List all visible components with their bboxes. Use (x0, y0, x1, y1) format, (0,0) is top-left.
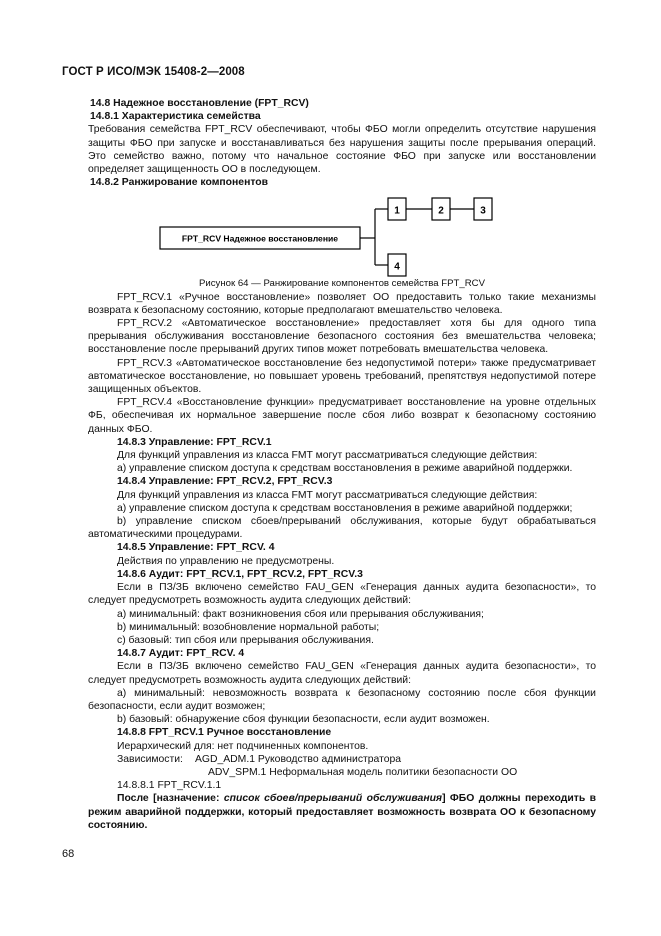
dependency-1: AGD_ADM.1 Руководство администратора (194, 753, 402, 765)
requirement-text-part-1: После [назначение: (117, 793, 224, 805)
audit1-intro: Если в ПЗ/ЗБ включено семейство FAU_GEN «Генерация данных аудита безопасности», то следует предусмотреть возможность аудита следующих действий: (88, 582, 596, 607)
dependency-2: ADV_SPM.1 Неформальная модель политики безопасности ОО (208, 766, 518, 778)
component-label-4: 4 (394, 261, 400, 273)
main-family-label: FPT_RCV Надежное восстановление (181, 233, 339, 244)
dependencies-line-2 (88, 766, 596, 779)
dependencies-line-1 (88, 753, 596, 766)
audit1-item-c: c) базовый: тип сбоя или прерывания обслуживания. (117, 634, 374, 646)
section-14-8-6-title: 14.8.6 Аудит: FPT_RCV.1, FPT_RCV.2, FPT_RCV.3 (117, 568, 363, 580)
mgmt1-item-a: a) управление списком доступа к средствам восстановления в режиме аварийной поддержки. (117, 463, 573, 475)
document-header: ГОСТ Р ИСО/МЭК 15408-2—2008 (62, 66, 245, 78)
audit2-item-b: b) базовый: обнаружение сбоя функции безопасности, если аудит возможен. (117, 714, 490, 726)
rcv4-description: FPT_RCV.4 «Восстановление функции» предусматривает восстановление на уровне отдельных ФБ, обеспечивая их нормальное завершение после сбоя либо возврат к безопасному состоянию данных ФБО. (88, 397, 596, 435)
requirement-text (88, 792, 596, 832)
hierarchy-text: Иерархический для: нет подчиненных компонентов. (117, 740, 369, 752)
requirement-text-part-2: ] ФБО должны переходить в режим аварийной поддержки, который предоставляет возможность возврата ОО к безопасному состоянию. (88, 793, 596, 831)
mgmt1-intro: Для функций управления из класса FMT могут рассматриваться следующие действия: (117, 450, 538, 462)
component-ranking-diagram (88, 195, 596, 277)
audit1-item-b: b) минимальный: возобновление нормальной работы; (117, 621, 380, 633)
component-label-3: 3 (480, 205, 486, 217)
section-14-8-7-title: 14.8.7 Аудит: FPT_RCV. 4 (117, 648, 245, 660)
section-14-8-4-title: 14.8.4 Управление: FPT_RCV.2, FPT_RCV.3 (117, 476, 333, 488)
mgmt2-intro: Для функций управления из класса FMT могут рассматриваться следующие действия: (117, 489, 538, 501)
rcv3-description: FPT_RCV.3 «Автоматическое восстановление без недопустимой потери» также предусматривает автоматическое восстановление, но повышает уровень требований, препятствуя недопустимой потере защищенных объектов. (88, 357, 596, 396)
mgmt3-text: Действия по управлению не предусмотрены. (117, 555, 335, 567)
section-14-8-1-title: 14.8.1 Характеристика семейства (90, 111, 261, 123)
rcv2-description: FPT_RCV.2 «Автоматическое восстановление» предоставляет хотя бы для одного типа прерывания обслуживания восстановление безопасного состояния без вмешательства человека; восстановление после прерываний других типов может потребовать вмешательства человека. (88, 318, 596, 356)
diagram-svg (88, 195, 596, 277)
component-label-2: 2 (438, 205, 444, 217)
section-14-8-5-title: 14.8.5 Управление: FPT_RCV. 4 (117, 542, 275, 554)
audit2-intro: Если в ПЗ/ЗБ включено семейство FAU_GEN «Генерация данных аудита безопасности», то следует предусмотреть возможность аудита следующих действий: (88, 661, 596, 686)
section-14-8-3-title: 14.8.3 Управление: FPT_RCV.1 (117, 436, 272, 448)
page-number: 68 (62, 848, 75, 860)
family-description: Требования семейства FPT_RCV обеспечивают, чтобы ФБО могли определить отсутствие нарушения защиты ФБО при запуске и восстанавливаться без нарушения защиты после прерывания операций. Это семейство важно, потому что начальное состояние ФБО при запуске или восстановлении определяет защищенность ОО в последующем. (88, 124, 596, 176)
mgmt2-item-a: a) управление списком доступа к средствам восстановления в режиме аварийной поддержки; (117, 502, 573, 514)
component-label-1: 1 (394, 205, 400, 217)
section-14-8-2-title: 14.8.2 Ранжирование компонентов (90, 177, 269, 189)
audit2-item-a: a) минимальный: невозможность возврата к безопасному состоянию после сбоя функции безопасности, если аудит возможен; (88, 687, 596, 712)
main-content (88, 97, 596, 832)
figure-caption: Рисунок 64 — Ранжирование компонентов семейства FPT_RCV (199, 278, 485, 290)
mgmt2-item-b: b) управление списком сбоев/прерываний обслуживания, которые будут обрабатываться автоматическими процедурами. (88, 516, 596, 541)
rcv1-description: FPT_RCV.1 «Ручное восстановление» позволяет ОО предоставить только такие механизмы возврата к безопасному состоянию, которые предполагают вмешательство человека. (88, 291, 596, 316)
audit1-item-a: a) минимальный: факт возникновения сбоя или прерывания обслуживания; (117, 608, 484, 620)
section-14-8-title: 14.8 Надежное восстановление (FPT_RCV) (90, 98, 309, 109)
requirement-assignment: список сбоев/прерываний обслуживания (223, 793, 443, 805)
section-14-8-8-title: 14.8.8 FPT_RCV.1 Ручное восстановление (117, 727, 332, 739)
dependencies-label: Зависимости: (117, 753, 183, 765)
section-14-8-8-1-title: 14.8.8.1 FPT_RCV.1.1 (117, 780, 222, 792)
